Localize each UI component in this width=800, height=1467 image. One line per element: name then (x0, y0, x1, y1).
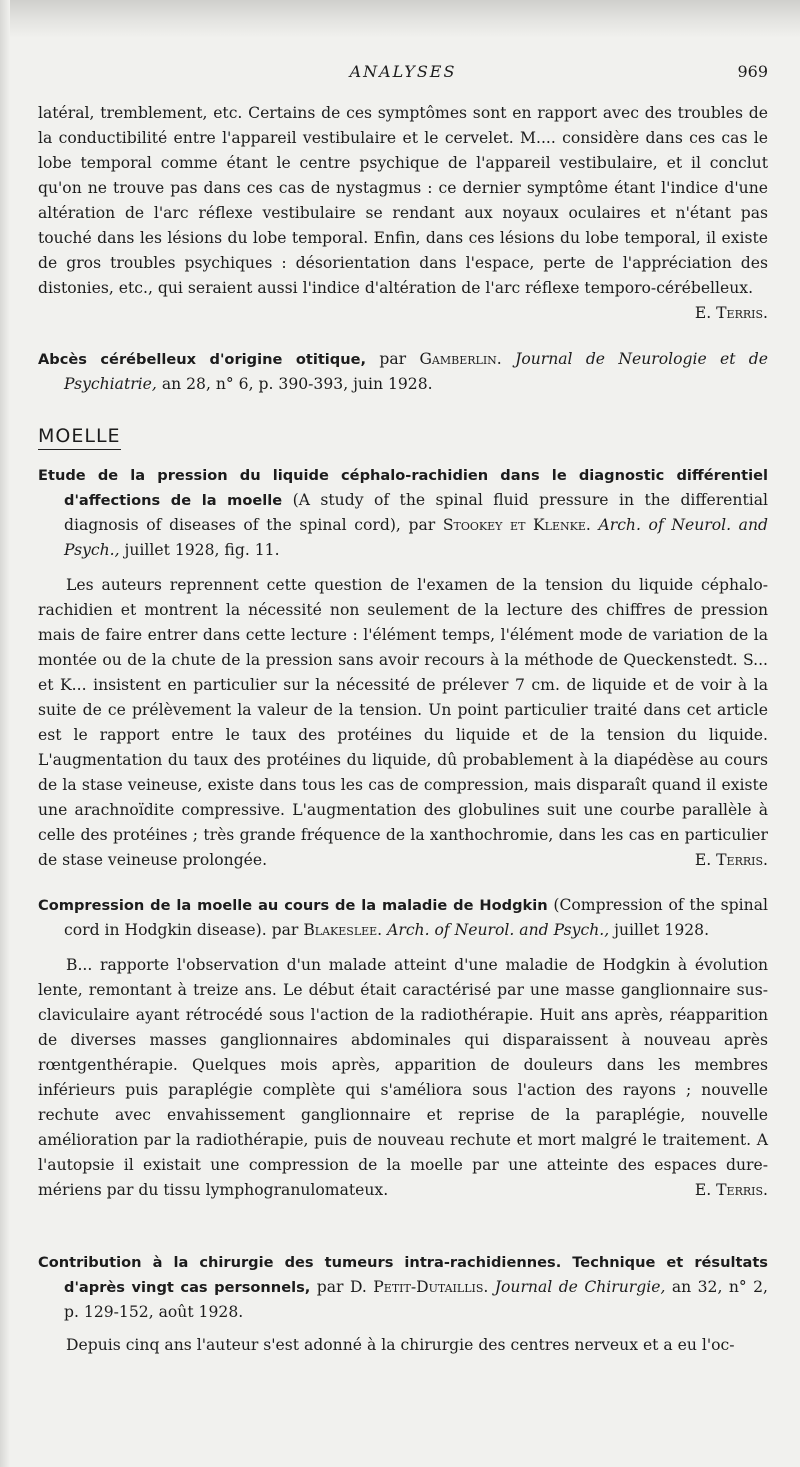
article-pression-title: Etude de la pression du liquide céphalo-rachidien dans le diagnostic différentiel d'affections de la moelle (38, 467, 768, 509)
article-hodgkin-signature: E. Terris. (694, 1181, 768, 1199)
intro-block (38, 101, 768, 326)
article-abces-author: Gamberlin. (419, 350, 502, 368)
article-chirurgie (38, 1250, 768, 1358)
article-hodgkin-body (38, 953, 768, 1203)
article-hodgkin-subtitle: (Compression of the spinal cord in Hodgkin disease). par (64, 896, 768, 939)
article-hodgkin-title: Compression de la moelle au cours de la maladie de Hodgkin (38, 897, 548, 914)
article-pression-subtitle: (A study of the spinal fluid pressure in the differential diagnosis of diseases of the spinal cord), par (64, 491, 768, 534)
article-chirurgie-citation (38, 1250, 768, 1325)
article-hodgkin-author: Blakeslee. (303, 921, 383, 939)
running-title: ANALYSES (349, 62, 457, 81)
section-heading-block (38, 424, 768, 450)
article-hodgkin-journal: Arch. of Neurol. and Psych., (387, 921, 610, 939)
article-abces-title: Abcès cérébelleux d'origine otitique, (38, 351, 367, 368)
article-chirurgie-by: par D. (316, 1278, 367, 1296)
article-abces-journal: Journal de Neurologie et de Psychiatrie, (64, 350, 768, 393)
article-pression-details: juillet 1928, fig. 11. (124, 541, 280, 559)
article-hodgkin-citation (38, 893, 768, 943)
article-pression-signature: E. Terris. (694, 851, 768, 869)
article-hodgkin-text: B... rapporte l'observation d'un malade atteint d'une maladie de Hodgkin à évolution lente, remontant à treize ans. Le début était caractérisé par une masse ganglionnaire sus-claviculaire ayant rétrocédé sous l'action de la radiothérapie. Huit ans après, réapparition de diverses masses ganglionnaires abdominales qui disparaissent à nouveau après rœntgenthérapie. Quelques mois après, apparition de douleurs dans les membres inférieurs puis paraplégie complète qui s'améliora sous l'action des rayons ; nouvelle rechute avec envahissement ganglionnaire et reprise de la paraplégie, nouvelle amélioration par la radiothérapie, puis de nouveau rechute et mort malgré le traitement. A l'autopsie il existait une compression de la moelle par une atteinte des espaces dure-mériens par du tissu lymphogranulomateux. (38, 956, 768, 1199)
article-pression-authors: Stookey et Klenke. (442, 516, 591, 534)
article-hodgkin-details: juillet 1928. (614, 921, 710, 939)
article-chirurgie-body (38, 1333, 768, 1358)
page-number: 969 (737, 62, 768, 81)
article-pression-citation (38, 463, 768, 563)
article-pression-journal: Arch. of Neurol. and Psych., (64, 516, 768, 559)
article-abces (38, 347, 768, 397)
section-heading: MOELLE (38, 424, 121, 450)
article-chirurgie-text: Depuis cinq ans l'auteur s'est adonné à la chirurgie des centres nerveux et a eu l'oc- (66, 1336, 735, 1354)
intro-text: latéral, tremblement, etc. Certains de ces symptômes sont en rapport avec des troubles de la conductibilité entre l'appareil vestibulaire et le cervelet. M.... considère dans ces cas le lobe temporal comme étant le centre psychique de l'appareil vestibulaire, et il conclut qu'on ne trouve pas dans ces cas de nystagmus : ce dernier symptôme étant l'indice d'une altération de l'arc réflexe vestibulaire se rendant aux noyaux oculaires et n'étant pas touché dans les lésions du lobe temporal. Enfin, dans ces lésions du lobe temporal, il existe de gros troubles psychiques : désorientation dans l'espace, perte de l'appréciation des distonies, etc., qui seraient aussi l'indice d'altération de l'arc réflexe temporo-cérébelleux. (38, 104, 768, 297)
intro-paragraph (38, 101, 768, 322)
page-top-edge (0, 0, 800, 38)
article-chirurgie-journal: Journal de Chirurgie, (494, 1278, 666, 1296)
article-pression-text: Les auteurs reprennent cette question de l'examen de la tension du liquide céphalo-rachidien et montrent la nécessité non seulement de la lecture des chiffres de pression mais de faire entrer dans cette lecture : l'élément temps, l'élément mode de variation de la montée ou de la chute de la pression sans avoir recours à la méthode de Queckenstedt. S... et K... insistent en particulier sur la nécessité de prélever 7 cm. de liquide et de voir à la suite de ce prélèvement la valeur de la tension. Un point particulier traité dans cet article est le rapport entre le taux des protéines du liquide et de la tension du liquide. L'augmentation du taux des protéines du liquide, dû probablement à la diapédèse au cours de la stase veineuse, existe dans tous les cas de compression, mais disparaît quand il existe une arachnoïdite compressive. L'augmentation des globulines suit une courbe parallèle à celle des protéines ; très grande fréquence de la xanthochromie, dans les cas en particulier de stase veineuse prolongée. (38, 576, 768, 869)
article-pression (38, 463, 768, 873)
page-header (38, 62, 768, 86)
article-chirurgie-author: Petit-Dutaillis. (373, 1278, 489, 1296)
article-pression-body (38, 573, 768, 873)
article-abces-citation (38, 347, 768, 397)
article-abces-by: par (379, 350, 407, 368)
article-abces-details: an 28, n° 6, p. 390-393, juin 1928. (161, 375, 433, 393)
intro-signature: E. Terris. (694, 304, 768, 322)
article-chirurgie-details: an 32, n° 2, p. 129-152, août 1928. (64, 1278, 768, 1321)
article-chirurgie-title: Contribution à la chirurgie des tumeurs intra-rachidiennes. Technique et résultats d'après vingt cas personnels, (38, 1254, 768, 1296)
article-hodgkin (38, 893, 768, 1203)
page-left-shadow (0, 0, 10, 1467)
